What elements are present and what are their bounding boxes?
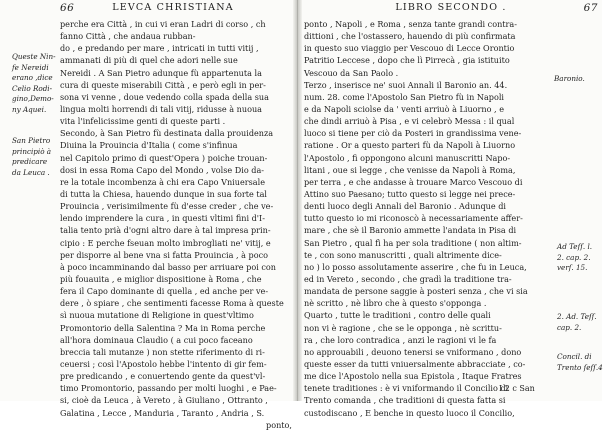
margin-line: Trento ſeſſ.4 bbox=[557, 362, 603, 372]
text-line: nè scritto , nè libro che à questo s'opponga . bbox=[304, 298, 487, 309]
left-running-title: LEVCA CHRISTIANA bbox=[112, 2, 234, 13]
text-line: te , con sono manuscritti , quali altrimente dice- bbox=[304, 249, 502, 260]
text-line: ratione . Or a questo parteri fù da Napoli à Liuorno bbox=[304, 140, 516, 151]
margin-line: Celio Rodi- bbox=[12, 83, 53, 93]
text-line: do , e predando per mare , intricati in tutti vitij , bbox=[60, 43, 259, 54]
text-line: si, cioè da Leuca , à Vereto , à Giuliano , Ottranto , bbox=[60, 395, 268, 406]
text-line: San Pietro , qual fì ha per sola traditione ( non altim- bbox=[304, 237, 522, 248]
text-line: cura di queste miserabili Città , e però egli in per- bbox=[60, 79, 266, 90]
margin-note-ad-tess-1 bbox=[557, 242, 592, 274]
text-line: che dindi arriuò à Pisa , e vi celebrò Messa : il qual bbox=[304, 116, 515, 127]
text-line: à poco incamminando dal basso per arriuare poi con bbox=[60, 261, 277, 272]
margin-note-nereidi bbox=[12, 52, 56, 116]
text-line: Diuina la Prouincia d'Italia ( come s'infinua bbox=[60, 140, 238, 151]
right-page-number: 67 bbox=[583, 2, 598, 14]
text-line: ed in Vereto , secondo , che gradì la traditione tra- bbox=[304, 273, 512, 284]
text-line: custodiscano , E benche in questo luoco il Concilio, bbox=[304, 407, 515, 418]
text-line: tenete traditiones : è vi vniformando il Concilio di bbox=[304, 383, 509, 394]
left-body-text bbox=[60, 18, 292, 431]
text-line: ra , che loro contradica , anzi le ragioni vi le fa bbox=[304, 334, 497, 345]
text-line: sona vi venne , doue vedendo colla spada della sua bbox=[60, 91, 269, 102]
signature-catchword: I 2 c San bbox=[499, 384, 535, 393]
text-line: lendo imprendere la cura , in questi vltimi fini d'I- bbox=[60, 213, 265, 224]
text-line: per disporre al bene vna si fatta Prouincia , à poco bbox=[60, 249, 268, 260]
text-line: denti luoco degli Annali del Baronio . Adunque di bbox=[304, 201, 507, 212]
text-line: luoco si tiene per ciò da Posteri in grandissima vene- bbox=[304, 128, 522, 139]
right-running-title: LIBRO SECONDO . bbox=[395, 2, 507, 13]
text-line: di tutta la Chiesa, hauendo dunque in sua forte tal bbox=[60, 188, 268, 199]
right-page bbox=[299, 0, 603, 418]
margin-line: verſ. 15. bbox=[557, 263, 588, 273]
text-line: tutto questo io mi riconoscò à necessariamente affer- bbox=[304, 213, 523, 224]
text-line: Galatina , Lecce , Manduria , Taranto , Andria , S. bbox=[60, 407, 265, 418]
text-line: fera il Capo dominante di quella , ed anche per ve- bbox=[60, 286, 269, 297]
text-line: mare , che sè il Baronio ammette l'andata in Pisa di bbox=[304, 225, 517, 236]
text-line: Vescouo da San Paolo . bbox=[304, 67, 399, 78]
text-line: non vi è ragione , che se le opponga , nè scrittu- bbox=[304, 322, 502, 333]
text-line: ammanati di più di quel che adori nelle sue bbox=[60, 55, 238, 66]
text-line: in questo suo viaggio per Vescouo di Lecce Orontio bbox=[304, 43, 515, 54]
margin-line: ny Aquei. bbox=[12, 104, 47, 114]
margin-line: San Pietro bbox=[12, 136, 51, 145]
text-line: l'Apostolo , fi oppongono alcuni manuscritti Napo- bbox=[304, 152, 511, 163]
margin-line: 2. Ad. Teſſ. bbox=[557, 312, 597, 321]
text-line: no approuabili , deuono tenersi se vniformano , dono bbox=[304, 346, 522, 357]
margin-line: gino,Demo- bbox=[12, 94, 54, 104]
margin-line: Concil. di bbox=[557, 352, 592, 361]
text-line: fanno Città , che andaua rubban- bbox=[60, 31, 196, 42]
margin-note-concil bbox=[557, 352, 603, 373]
text-line: ceuersi ; così l'Apostolo hebbe l'intento di gir fem- bbox=[60, 358, 267, 369]
text-line: per terra , e che andasse à trouare Marco Vescouo di bbox=[304, 176, 523, 187]
margin-line: Ad Teſſ. l. bbox=[557, 242, 593, 251]
text-line: Attino suo Paesano; tutto questo si legge nei prece- bbox=[304, 188, 516, 199]
text-line: Patritio Leccese , dopo che lì Pirrecà , gia istituito bbox=[304, 55, 510, 66]
text-line: nel Capitolo primo di quest'Opera ) poiche trouan- bbox=[60, 152, 268, 163]
margin-line: erano ,dice bbox=[12, 73, 53, 83]
right-running-head bbox=[304, 2, 598, 16]
text-line: Terzo , inserisce ne' suoi Annali il Baronio an. 44. bbox=[304, 79, 508, 90]
text-line: e da Napoli sciolse da ' venti arriuò à Liuorno , e bbox=[304, 103, 504, 114]
margin-line: da Leuca . bbox=[12, 167, 50, 177]
margin-line: Queste Nin- bbox=[12, 52, 56, 61]
margin-line: Baronio. bbox=[554, 74, 585, 83]
margin-line: 2. cap. 2. bbox=[557, 252, 591, 262]
margin-line: fe Nereidi bbox=[12, 62, 49, 72]
left-page bbox=[0, 0, 296, 430]
left-page-number: 66 bbox=[60, 2, 75, 14]
left-running-head bbox=[60, 2, 286, 16]
margin-line: principiò à bbox=[12, 146, 52, 156]
text-line: perche era Città , in cui vi eran Ladri di corso , ch bbox=[60, 19, 266, 29]
text-line: num. 28. come l'Apostolo San Pietro fù in Napoli bbox=[304, 91, 505, 102]
text-line: ponto, bbox=[266, 419, 292, 430]
text-line: Quarto , tutte le traditioni , contro delle quali bbox=[304, 310, 491, 321]
text-line: breccia tali mutanze ) non stette riferimento di ri- bbox=[60, 346, 265, 357]
text-line: Nereidi . A San Pietro adunque fù appartenuta la bbox=[60, 67, 262, 78]
text-line: mandata de persone saggie à posteri senza , che vi sia bbox=[304, 286, 528, 297]
text-line: vita l'infelicissime genti di queste parti . bbox=[60, 116, 226, 127]
text-line: più fouauita , e miglior dispositione à Roma , che bbox=[60, 273, 262, 284]
text-line: pre predicando , e conuertendo gente da quest'vl- bbox=[60, 371, 266, 382]
text-line: all'hora dominaua Claudio ( a cui poco faceano bbox=[60, 334, 253, 345]
text-line: me dice l'Apostolo nella sua Epistola , Itaque Fratres bbox=[304, 371, 522, 382]
text-line: dosi in essa Roma Capo del Mondo , volse Dio da- bbox=[60, 164, 265, 175]
text-line: timo Promontorio, passando per molti luoghi , e Pae- bbox=[60, 383, 277, 394]
text-line: Trento comanda , che traditioni di questa fatta si bbox=[304, 395, 506, 406]
text-line: no ) lo posso assolutamente asserire , che fu in Leuca, bbox=[304, 261, 527, 272]
text-line: re la totale incombenza à chi era Capo Vniuersale bbox=[60, 176, 265, 187]
margin-line: cap. 2. bbox=[557, 322, 582, 332]
margin-note-ad-tess-2 bbox=[557, 312, 597, 333]
text-line: sì nuoua mutatione di Religione in quest'vltimo bbox=[60, 310, 254, 321]
text-line: dere , ò spiare , che sentimenti facesse Roma à queste bbox=[60, 298, 284, 309]
text-line: lingua molti horrendi di tali vitij, ridusse à nuoua bbox=[60, 103, 262, 114]
text-line: queste esser da tutti vniuersalmente abbracciate , co- bbox=[304, 358, 526, 369]
text-line: ponto , Napoli , e Roma , senza tante grandi contra- bbox=[304, 19, 517, 29]
text-line: talia tento prià d'ogni altro dare à tal impresa prin- bbox=[60, 225, 271, 236]
text-line: Prouincia , verisimilmente fù d'esse creder , che ve- bbox=[60, 201, 274, 212]
right-body-text bbox=[304, 18, 552, 419]
text-line: Secondo, à San Pietro fù destinata dalla prouidenza bbox=[60, 128, 274, 139]
text-line: cipio : E perche fseuan molto imbrogliati ne' vitij, e bbox=[60, 237, 271, 248]
text-line: Promontorio della Salentina ? Ma in Roma perche bbox=[60, 322, 266, 333]
text-line: dittioni , che l'ostassero, hauendo di più confirmata bbox=[304, 31, 516, 42]
margin-note-baronio bbox=[554, 74, 585, 85]
margin-note-san-pietro bbox=[12, 136, 51, 178]
margin-line: predicare bbox=[12, 157, 48, 167]
text-line: litani , oue si legge , che venisse da Napoli à Roma, bbox=[304, 164, 516, 175]
